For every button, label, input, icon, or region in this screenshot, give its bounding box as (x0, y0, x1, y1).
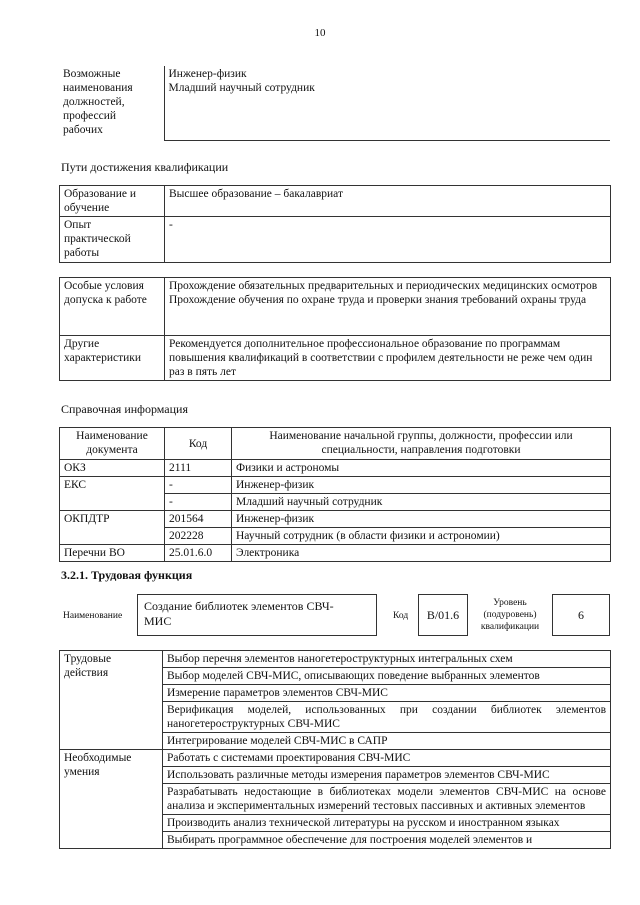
reference-row-doc: ОКПДТР (60, 511, 165, 528)
positions-label: Возможные наименования должностей, профессий рабочих (59, 66, 164, 140)
reference-row-doc (60, 528, 165, 545)
function-name-value: Создание библиотек элементов СВЧ- МИС (137, 594, 377, 636)
function-code-label: Код (393, 611, 409, 621)
reference-row-code: 202228 (165, 528, 232, 545)
qualification-paths-table (59, 185, 611, 263)
reference-row-doc: Перечни ВО (60, 545, 165, 562)
skill-item: Производить анализ технической литературы на русском и иностранном языках (163, 815, 611, 832)
positions-values: Инженер-физик Младший научный сотрудник (164, 66, 610, 140)
labor-action-item: Верификация моделей, использованных при создании библиотек элементов наногетероструктурных СВЧ-МИС (163, 702, 611, 733)
function-code-value: B/01.6 (418, 594, 468, 636)
skills-label: Необходимые умения (60, 750, 163, 849)
reference-row-name: Инженер-физик (232, 511, 611, 528)
qualification-paths-title: Пути достижения квалификации (61, 160, 229, 174)
experience-label: Опыт практической работы (60, 217, 165, 263)
special-conditions-label: Особые условия допуска к работе (60, 278, 165, 336)
page-number: 10 (314, 27, 326, 39)
conditions-table (59, 277, 611, 381)
special-conditions-value: Прохождение обязательных предварительных и периодических медицинских осмотров Прохождение обучения по охране труда и проверки знания требований охраны труда (165, 278, 611, 336)
reference-header-name: Наименование начальной группы, должности, профессии или специальности, направления подготовки (232, 428, 611, 460)
reference-header-document: Наименование документа (60, 428, 165, 460)
skill-item: Выбирать программное обеспечение для построения моделей элементов и (163, 832, 611, 849)
labor-table (59, 650, 611, 849)
reference-row-name: Младший научный сотрудник (232, 494, 611, 511)
labor-actions-label: Трудовые действия (60, 651, 163, 750)
reference-row-doc (60, 494, 165, 511)
reference-row-code: 2111 (165, 460, 232, 477)
function-level-label: Уровень (подуровень) квалификации (480, 598, 540, 632)
education-label: Образование и обучение (60, 186, 165, 217)
labor-action-item: Выбор перечня элементов наногетероструктурных интегральных схем (163, 651, 611, 668)
skill-item: Работать с системами проектирования СВЧ-МИС (163, 750, 611, 767)
education-value: Высшее образование – бакалавриат (165, 186, 611, 217)
other-characteristics-label: Другие характеристики (60, 336, 165, 381)
reference-row-name: Инженер-физик (232, 477, 611, 494)
reference-row-name: Научный сотрудник (в области физики и астрономии) (232, 528, 611, 545)
labor-action-item: Выбор моделей СВЧ-МИС, описывающих поведение выбранных элементов (163, 668, 611, 685)
function-level-value: 6 (552, 594, 610, 636)
reference-row-code: - (165, 477, 232, 494)
labor-action-item: Интегрирование моделей СВЧ-МИС в САПР (163, 733, 611, 750)
skill-item: Использовать различные методы измерения параметров элементов СВЧ-МИС (163, 767, 611, 784)
reference-title: Справочная информация (61, 402, 188, 416)
reference-table (59, 427, 611, 562)
reference-row-name: Электроника (232, 545, 611, 562)
positions-table (59, 66, 610, 141)
labor-action-item: Измерение параметров элементов СВЧ-МИС (163, 685, 611, 702)
reference-row-doc: ЕКС (60, 477, 165, 494)
reference-row-doc: ОКЗ (60, 460, 165, 477)
reference-row-code: 25.01.6.0 (165, 545, 232, 562)
other-characteristics-value: Рекомендуется дополнительное профессиональное образование по программам повышения квалификаций в соответствии с профилем деятельности не реже чем один раз в пять лет (165, 336, 611, 381)
experience-value: - (165, 217, 611, 263)
reference-row-code: 201564 (165, 511, 232, 528)
reference-row-code: - (165, 494, 232, 511)
function-name-label: Наименование (63, 611, 123, 621)
reference-row-name: Физики и астрономы (232, 460, 611, 477)
labor-function-heading: 3.2.1. Трудовая функция (61, 568, 193, 582)
skill-item: Разрабатывать недостающие в библиотеках модели элементов СВЧ-МИС на основе анализа и экспериментальных измерений тестовых пассивных и активных элементов (163, 784, 611, 815)
reference-header-code: Код (165, 428, 232, 460)
